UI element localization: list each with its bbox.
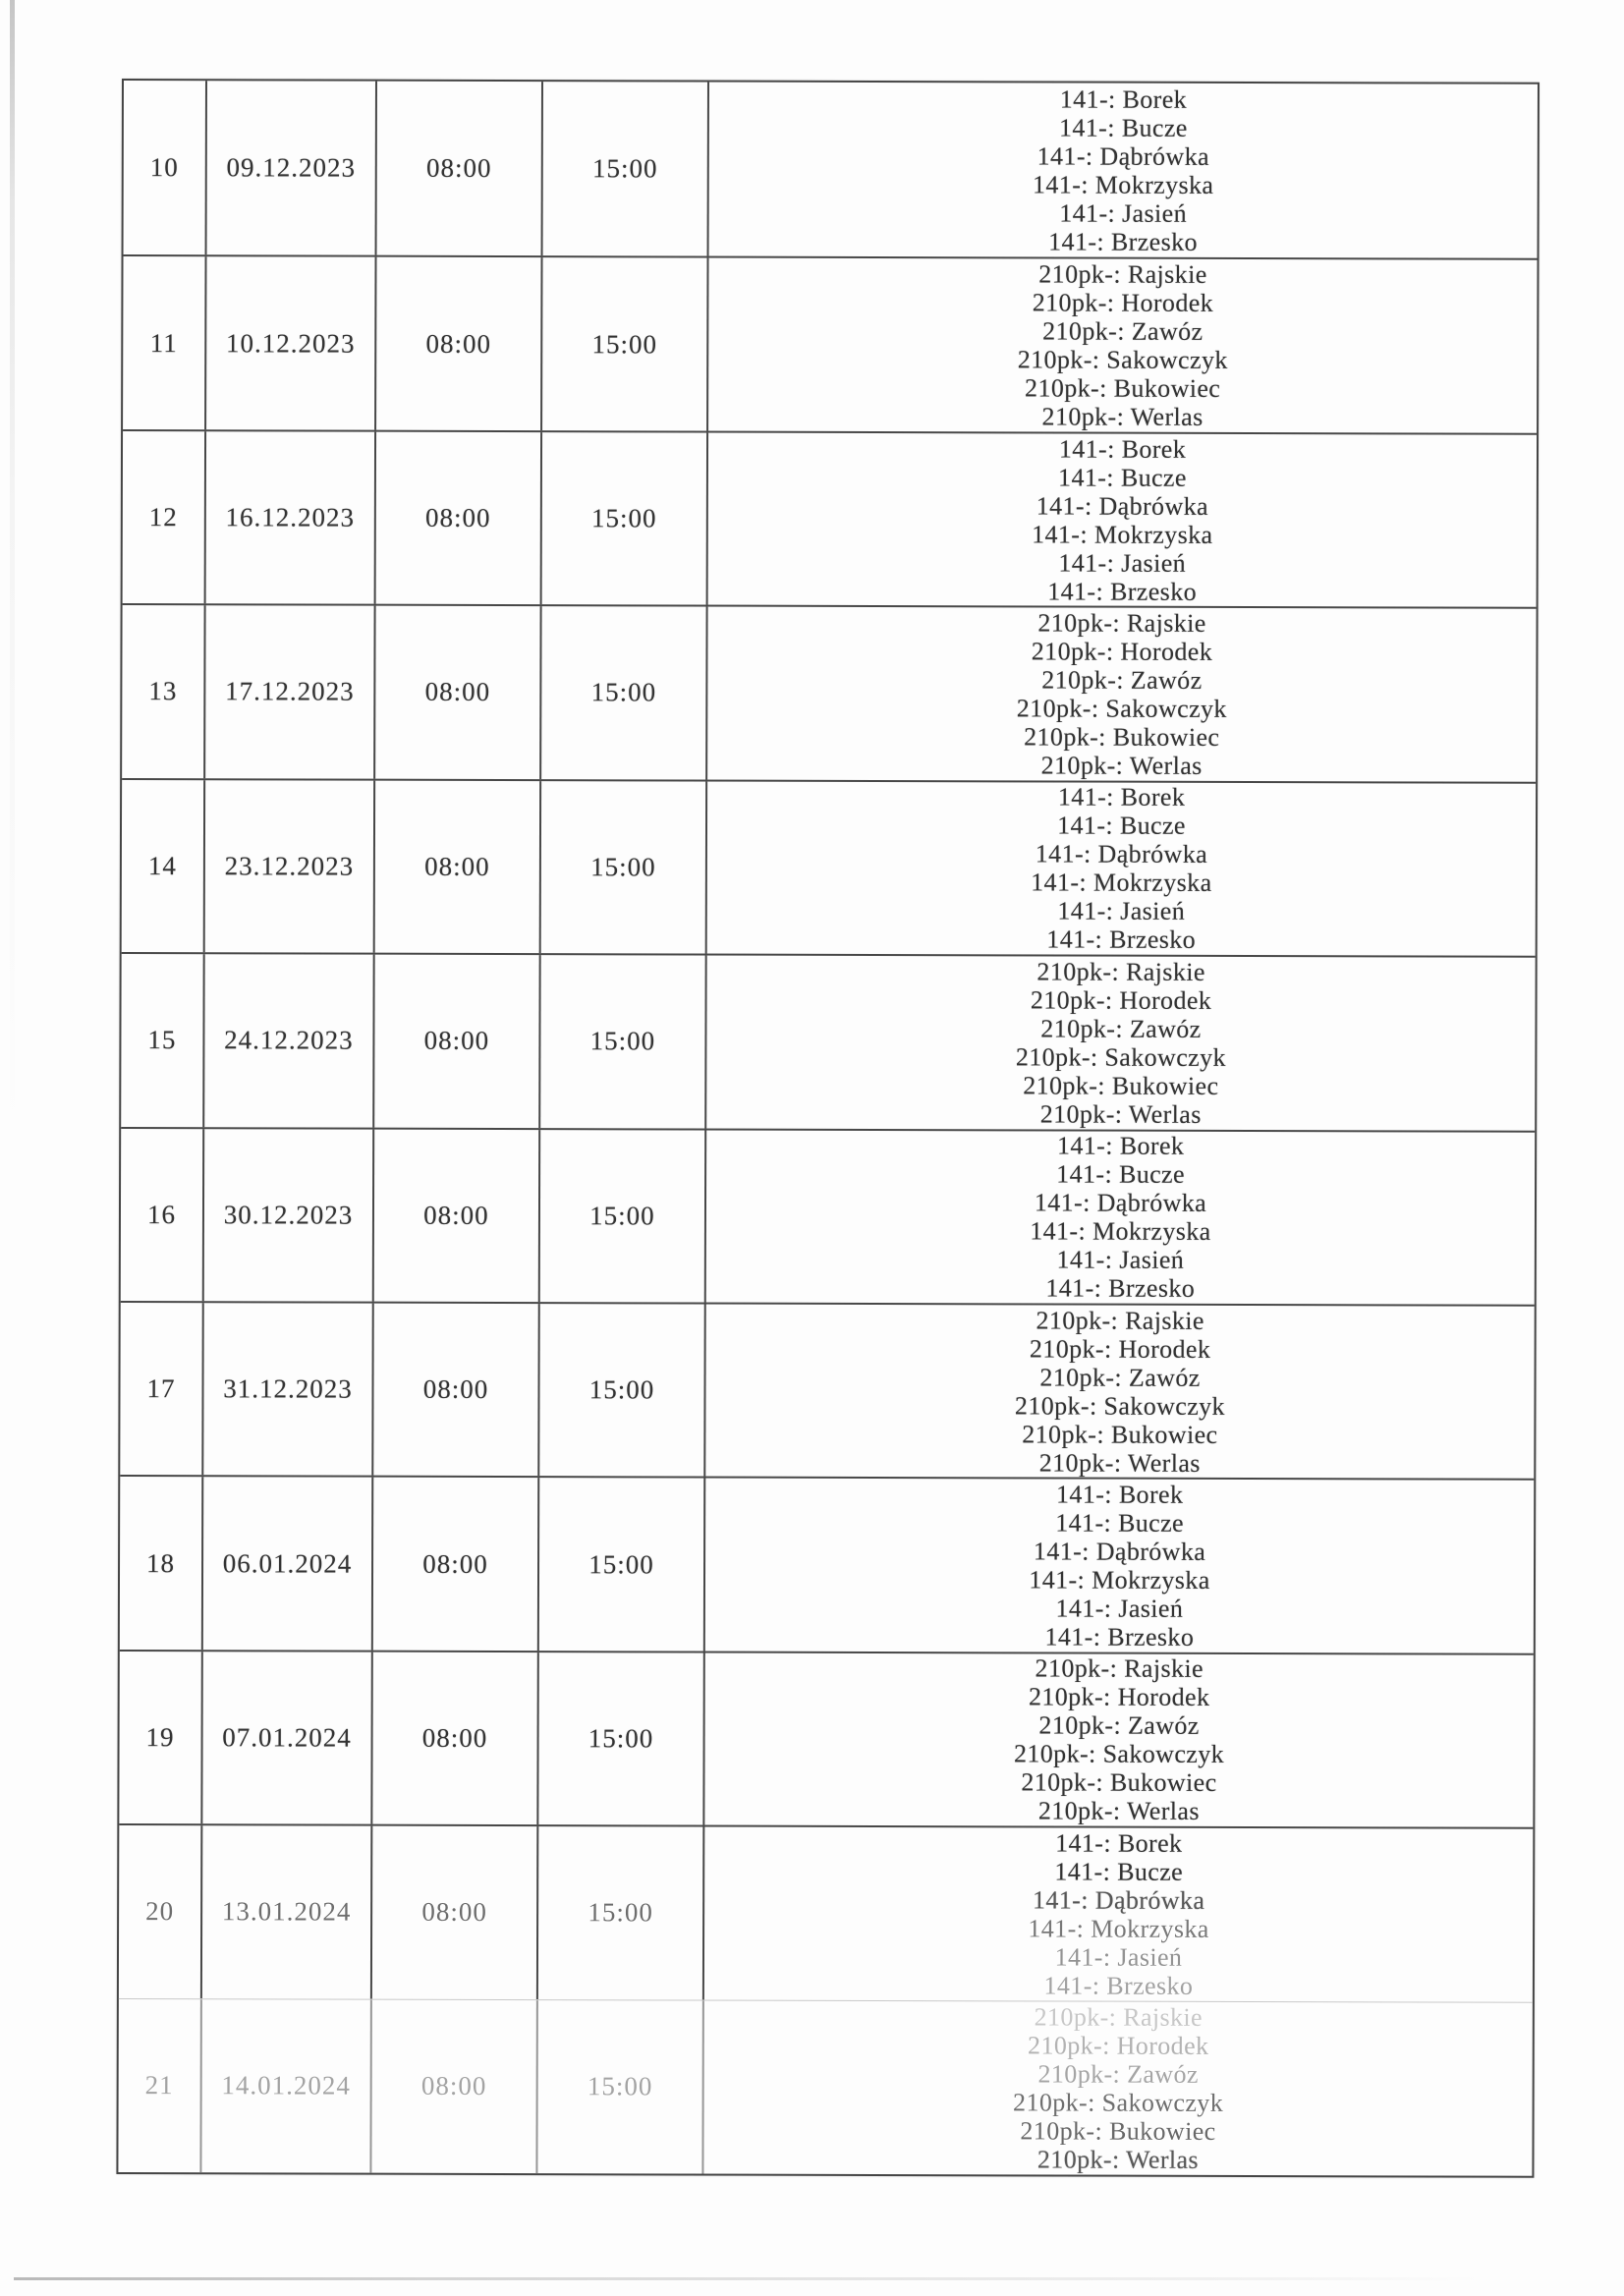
table-row: [122, 603, 1536, 781]
location-line: 210pk-: Horodek: [1029, 1334, 1211, 1364]
location-line: 141-: Mokrzyska: [1029, 1565, 1210, 1595]
row-locations: [706, 258, 1537, 433]
row-end-time: 15:00: [536, 1652, 702, 1825]
location-line: 141-: Borek: [1055, 1828, 1183, 1858]
row-end-time: 15:00: [535, 2000, 701, 2174]
location-line: 141-: Bucze: [1055, 1508, 1185, 1538]
location-line: 141-: Jasień: [1054, 1942, 1183, 1972]
location-line: 210pk-: Rajskie: [1037, 608, 1206, 638]
table-row: [118, 1998, 1532, 2176]
location-line: 141-: Dąbrówka: [1032, 1885, 1205, 1915]
table-row: [124, 81, 1538, 258]
scan-artifact-left-strip: [10, 0, 15, 1130]
row-date: 07.01.2024: [200, 1652, 370, 1824]
table-row: [119, 1650, 1533, 1827]
location-line: 210pk-: Sakowczyk: [1015, 1042, 1226, 1072]
location-line: 141-: Dąbrówka: [1036, 141, 1209, 171]
row-locations: [701, 2000, 1532, 2176]
row-number: 16: [146, 1199, 177, 1229]
location-line: 141-: Jasień: [1057, 896, 1186, 926]
row-end-time: 15:00: [540, 258, 706, 431]
row-locations: [702, 1652, 1533, 1827]
row-number: 21: [144, 2070, 174, 2100]
location-line: 141-: Bucze: [1056, 1159, 1185, 1190]
table-row: [120, 1475, 1534, 1652]
location-line: 141-: Dąbrówka: [1035, 839, 1208, 869]
row-locations: [704, 1130, 1535, 1305]
row-locations: [705, 607, 1536, 782]
location-line: 141-: Bucze: [1054, 1857, 1184, 1886]
location-line: 210pk-: Werlas: [1041, 402, 1204, 431]
row-date: 13.01.2024: [200, 1825, 370, 1998]
location-line: 210pk-: Rajskie: [1035, 1653, 1204, 1684]
row-start-time: 08:00: [370, 1652, 536, 1824]
row-locations: [705, 781, 1536, 956]
row-end-time: 15:00: [538, 955, 704, 1128]
scan-artifact-bottom-line: [14, 2277, 1480, 2280]
location-line: 210pk-: Rajskie: [1038, 259, 1207, 290]
location-line: 210pk-: Bukowiec: [1021, 1767, 1217, 1798]
location-line: 141-: Mokrzyska: [1031, 868, 1212, 898]
row-start-time: 08:00: [372, 1129, 538, 1302]
location-line: 210pk-: Horodek: [1030, 985, 1212, 1015]
row-start-time: 08:00: [369, 1999, 535, 2173]
row-start-time: 08:00: [371, 1478, 537, 1651]
row-start-time: 08:00: [374, 257, 540, 430]
row-start-time: 08:00: [373, 780, 539, 953]
location-line: 210pk-: Werlas: [1038, 1448, 1201, 1478]
location-line: 210pk-: Rajskie: [1036, 1306, 1204, 1335]
location-line: 210pk-: Rajskie: [1034, 2002, 1204, 2032]
row-number: 13: [148, 676, 178, 706]
location-line: 141-: Borek: [1057, 782, 1186, 812]
location-line: 210pk-: Werlas: [1039, 1099, 1202, 1129]
location-line: 210pk-: Zawóz: [1041, 665, 1203, 695]
location-line: 210pk-: Zawóz: [1038, 1710, 1200, 1741]
location-line: 141-: Bucze: [1057, 811, 1186, 841]
row-number: 18: [146, 1547, 176, 1578]
location-line: 210pk-: Horodek: [1028, 2031, 1209, 2060]
location-line: 210pk-: Horodek: [1031, 637, 1213, 666]
location-line: 210pk-: Rajskie: [1036, 957, 1205, 986]
location-line: 141-: Jasień: [1056, 1245, 1185, 1275]
row-number: 14: [147, 850, 177, 881]
row-start-time: 08:00: [371, 1304, 537, 1477]
location-line: 141-: Brzesko: [1045, 1273, 1196, 1304]
row-date: 31.12.2023: [201, 1303, 371, 1476]
location-line: 210pk-: Horodek: [1032, 288, 1214, 318]
table-row: [123, 254, 1537, 432]
row-start-time: 08:00: [374, 432, 540, 605]
row-locations: [706, 432, 1537, 607]
row-date: 23.12.2023: [203, 780, 373, 953]
row-number: 12: [148, 502, 178, 532]
location-line: 141-: Jasień: [1058, 548, 1187, 578]
location-line: 141-: Mokrzyska: [1028, 1914, 1209, 1943]
row-end-time: 15:00: [541, 82, 707, 256]
row-number: 20: [145, 1896, 175, 1927]
row-end-time: 15:00: [539, 781, 705, 954]
table-row: [120, 1301, 1534, 1479]
row-locations: [703, 1304, 1534, 1479]
location-line: 210pk-: Bukowiec: [1024, 722, 1220, 752]
row-end-time: 15:00: [537, 1304, 703, 1477]
location-line: 141-: Brzesko: [1046, 924, 1197, 955]
row-end-time: 15:00: [539, 606, 705, 779]
row-date: 24.12.2023: [202, 954, 372, 1127]
location-line: 141-: Mokrzyska: [1032, 170, 1214, 199]
table-row: [119, 1823, 1533, 2001]
row-end-time: 15:00: [538, 1130, 704, 1303]
location-line: 210pk-: Sakowczyk: [1016, 694, 1227, 723]
location-line: 141-: Mokrzyska: [1032, 519, 1213, 549]
location-line: 210pk-: Sakowczyk: [1014, 1390, 1226, 1421]
location-line: 141-: Borek: [1056, 1480, 1184, 1509]
location-line: 141-: Dąbrówka: [1033, 1537, 1206, 1566]
table-row: [122, 778, 1536, 956]
location-line: 210pk-: Horodek: [1028, 1682, 1210, 1712]
row-number: 19: [145, 1722, 175, 1753]
location-line: 210pk-: Werlas: [1037, 1796, 1200, 1826]
row-end-time: 15:00: [536, 1826, 702, 1999]
row-start-time: 08:00: [370, 1826, 536, 1999]
location-line: 210pk-: Bukowiec: [1022, 1420, 1218, 1449]
location-line: 210pk-: Bukowiec: [1023, 1071, 1219, 1100]
location-line: 141-: Brzesko: [1043, 1971, 1194, 2000]
row-start-time: 08:00: [372, 955, 538, 1128]
row-date: 06.01.2024: [201, 1478, 371, 1651]
location-line: 210pk-: Bukowiec: [1025, 373, 1221, 404]
table-row: [121, 1127, 1535, 1305]
location-line: 141-: Brzesko: [1048, 227, 1198, 256]
row-number: 11: [149, 327, 178, 358]
row-number: 17: [146, 1373, 176, 1404]
location-line: 141-: Jasień: [1059, 198, 1188, 228]
location-line: 141-: Brzesko: [1047, 576, 1198, 606]
location-line: 210pk-: Sakowczyk: [1013, 2088, 1224, 2117]
location-line: 210pk-: Zawóz: [1037, 2059, 1199, 2089]
location-line: 210pk-: Zawóz: [1040, 1014, 1202, 1043]
location-line: 210pk-: Zawóz: [1039, 1363, 1201, 1392]
row-locations: [702, 1827, 1533, 2002]
location-line: 210pk-: Sakowczyk: [1017, 345, 1228, 375]
location-line: 141-: Mokrzyska: [1030, 1216, 1211, 1247]
location-line: 141-: Borek: [1059, 84, 1188, 114]
location-line: 141-: Borek: [1056, 1131, 1185, 1161]
location-line: 210pk-: Zawóz: [1042, 316, 1204, 346]
row-start-time: 08:00: [373, 606, 539, 779]
location-line: 141-: Dąbrówka: [1034, 1188, 1207, 1218]
location-line: 210pk-: Sakowczyk: [1013, 1739, 1225, 1769]
row-date: 14.01.2024: [199, 1999, 369, 2173]
table-row: [121, 952, 1535, 1130]
row-locations: [703, 1479, 1534, 1653]
location-line: 210pk-: Werlas: [1040, 751, 1203, 780]
row-locations: [704, 956, 1535, 1131]
table-row: [123, 429, 1537, 607]
row-date: 30.12.2023: [202, 1129, 372, 1302]
row-date: 10.12.2023: [204, 257, 374, 430]
row-date: 17.12.2023: [203, 605, 373, 778]
row-end-time: 15:00: [540, 432, 706, 605]
location-line: 141-: Dąbrówka: [1036, 490, 1209, 521]
row-date: 09.12.2023: [205, 81, 375, 255]
location-line: 141-: Bucze: [1058, 113, 1188, 142]
row-start-time: 08:00: [375, 82, 541, 256]
schedule-table: [116, 79, 1540, 2178]
row-number: 15: [147, 1025, 177, 1055]
location-line: 210pk-: Bukowiec: [1020, 2116, 1216, 2146]
location-line: 141-: Bucze: [1058, 463, 1187, 492]
row-end-time: 15:00: [537, 1478, 703, 1651]
location-line: 141-: Brzesko: [1044, 1622, 1195, 1652]
location-line: 141-: Borek: [1058, 434, 1187, 464]
location-line: 141-: Jasień: [1055, 1594, 1184, 1623]
row-date: 16.12.2023: [204, 431, 374, 604]
row-number: 10: [149, 152, 179, 183]
location-line: 210pk-: Werlas: [1036, 2145, 1200, 2174]
row-locations: [707, 83, 1538, 259]
